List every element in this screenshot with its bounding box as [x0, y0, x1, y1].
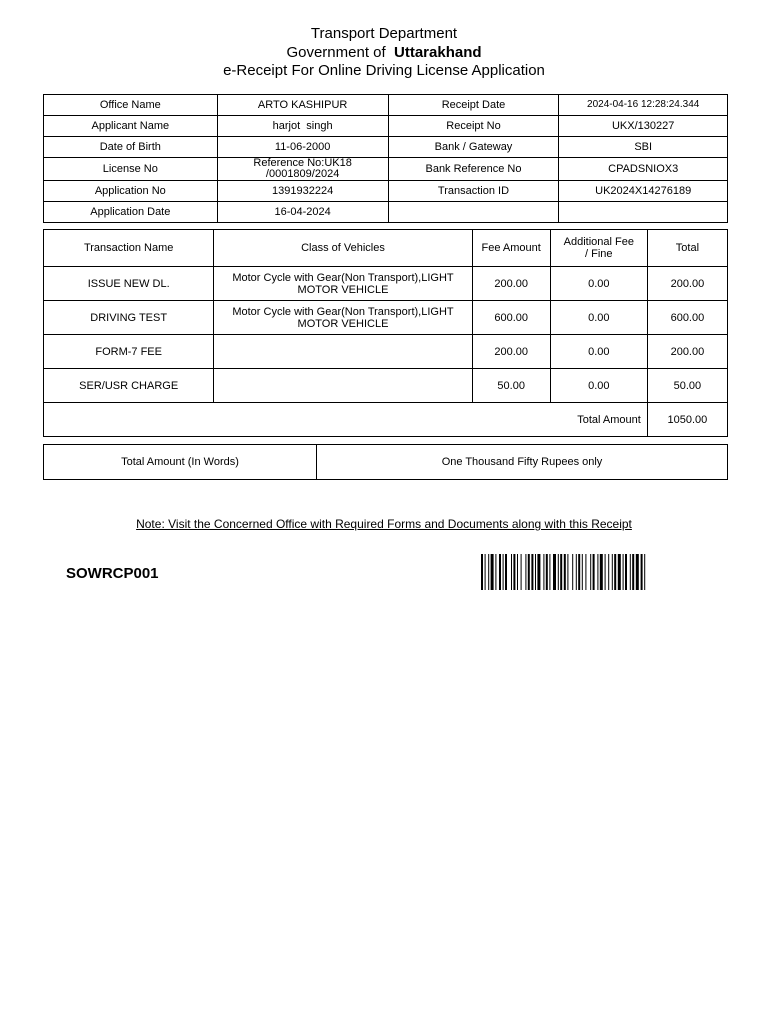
transaction-name: SER/USR CHARGE — [44, 369, 214, 403]
fee-header-row — [44, 230, 728, 267]
row-total: 50.00 — [647, 369, 727, 403]
label-receipt-date: Receipt Date — [388, 95, 559, 116]
dept-title: Transport Department — [310, 25, 458, 42]
words-value: One Thousand Fifty Rupees only — [317, 445, 728, 480]
label-license-no: License No — [44, 158, 218, 181]
fee-amount: 200.00 — [472, 335, 550, 369]
label-bank-ref: Bank Reference No — [388, 158, 559, 181]
label-dob: Date of Birth — [44, 137, 218, 158]
table-row — [44, 445, 728, 480]
total-amount-value: 1050.00 — [647, 403, 727, 437]
label-transaction-id: Transaction ID — [388, 181, 559, 202]
fee-amount: 50.00 — [472, 369, 550, 403]
transaction-name: ISSUE NEW DL. — [44, 267, 214, 301]
value-dob: 11-06-2000 — [217, 137, 388, 158]
row-total: 200.00 — [647, 335, 727, 369]
label-office-name: Office Name — [44, 95, 218, 116]
empty-cell — [559, 202, 728, 223]
table-row — [44, 301, 728, 335]
note-text: Note: Visit the Concerned Office with Required Forms and Documents along with this Receipt — [136, 517, 632, 531]
header-transaction-name: Transaction Name — [44, 230, 214, 267]
govt-title — [0, 44, 768, 61]
row-total: 200.00 — [647, 267, 727, 301]
value-bank: SBI — [559, 137, 728, 158]
value-license-no: Reference No:UK18 /0001809/2024 — [217, 158, 388, 181]
fee-amount: 600.00 — [472, 301, 550, 335]
total-amount-label: Total Amount — [44, 403, 648, 437]
additional-fee: 0.00 — [550, 369, 647, 403]
govt-prefix: Government of — [286, 44, 386, 61]
amount-in-words-table — [43, 444, 728, 480]
table-row — [44, 335, 728, 369]
label-receipt-no: Receipt No — [388, 116, 559, 137]
fee-amount: 200.00 — [472, 267, 550, 301]
transaction-name: FORM-7 FEE — [44, 335, 214, 369]
empty-cell — [388, 202, 559, 223]
header-total: Total — [647, 230, 727, 267]
fee-table — [43, 229, 728, 437]
table-row — [44, 181, 728, 202]
table-row — [44, 158, 728, 181]
label-applicant-name: Applicant Name — [44, 116, 218, 137]
total-row — [44, 403, 728, 437]
table-row — [44, 202, 728, 223]
label-application-no: Application No — [44, 181, 218, 202]
label-application-date: Application Date — [44, 202, 218, 223]
row-total: 600.00 — [647, 301, 727, 335]
state-name: Uttarakhand — [394, 44, 482, 61]
label-bank: Bank / Gateway — [388, 137, 559, 158]
class-of-vehicles — [214, 369, 472, 403]
table-row — [44, 137, 728, 158]
table-row — [44, 95, 728, 116]
additional-fee: 0.00 — [550, 267, 647, 301]
class-of-vehicles: Motor Cycle with Gear(Non Transport),LIGHT MOTOR VEHICLE — [214, 267, 472, 301]
class-of-vehicles — [214, 335, 472, 369]
barcode-icon — [481, 554, 707, 590]
additional-fee: 0.00 — [550, 335, 647, 369]
value-bank-ref: CPADSNIOX3 — [559, 158, 728, 181]
receipt-code: SOWRCP001 — [66, 565, 159, 582]
value-transaction-id: UK2024X14276189 — [559, 181, 728, 202]
header-class-of-vehicles: Class of Vehicles — [214, 230, 472, 267]
table-row — [44, 116, 728, 137]
value-application-no: 1391932224 — [217, 181, 388, 202]
value-receipt-date: 2024-04-16 12:28:24.344 — [559, 95, 728, 116]
class-of-vehicles: Motor Cycle with Gear(Non Transport),LIGHT MOTOR VEHICLE — [214, 301, 472, 335]
value-application-date: 16-04-2024 — [217, 202, 388, 223]
value-office-name: ARTO KASHIPUR — [217, 95, 388, 116]
value-applicant-name: harjot singh — [217, 116, 388, 137]
applicant-info-table — [43, 94, 728, 223]
header-fee-amount: Fee Amount — [472, 230, 550, 267]
receipt-title: e-Receipt For Online Driving License Application — [223, 62, 545, 79]
words-label: Total Amount (In Words) — [44, 445, 317, 480]
table-row — [44, 369, 728, 403]
value-receipt-no: UKX/130227 — [559, 116, 728, 137]
table-row — [44, 267, 728, 301]
transaction-name: DRIVING TEST — [44, 301, 214, 335]
additional-fee: 0.00 — [550, 301, 647, 335]
header-additional: Additional Fee / Fine — [550, 230, 647, 267]
